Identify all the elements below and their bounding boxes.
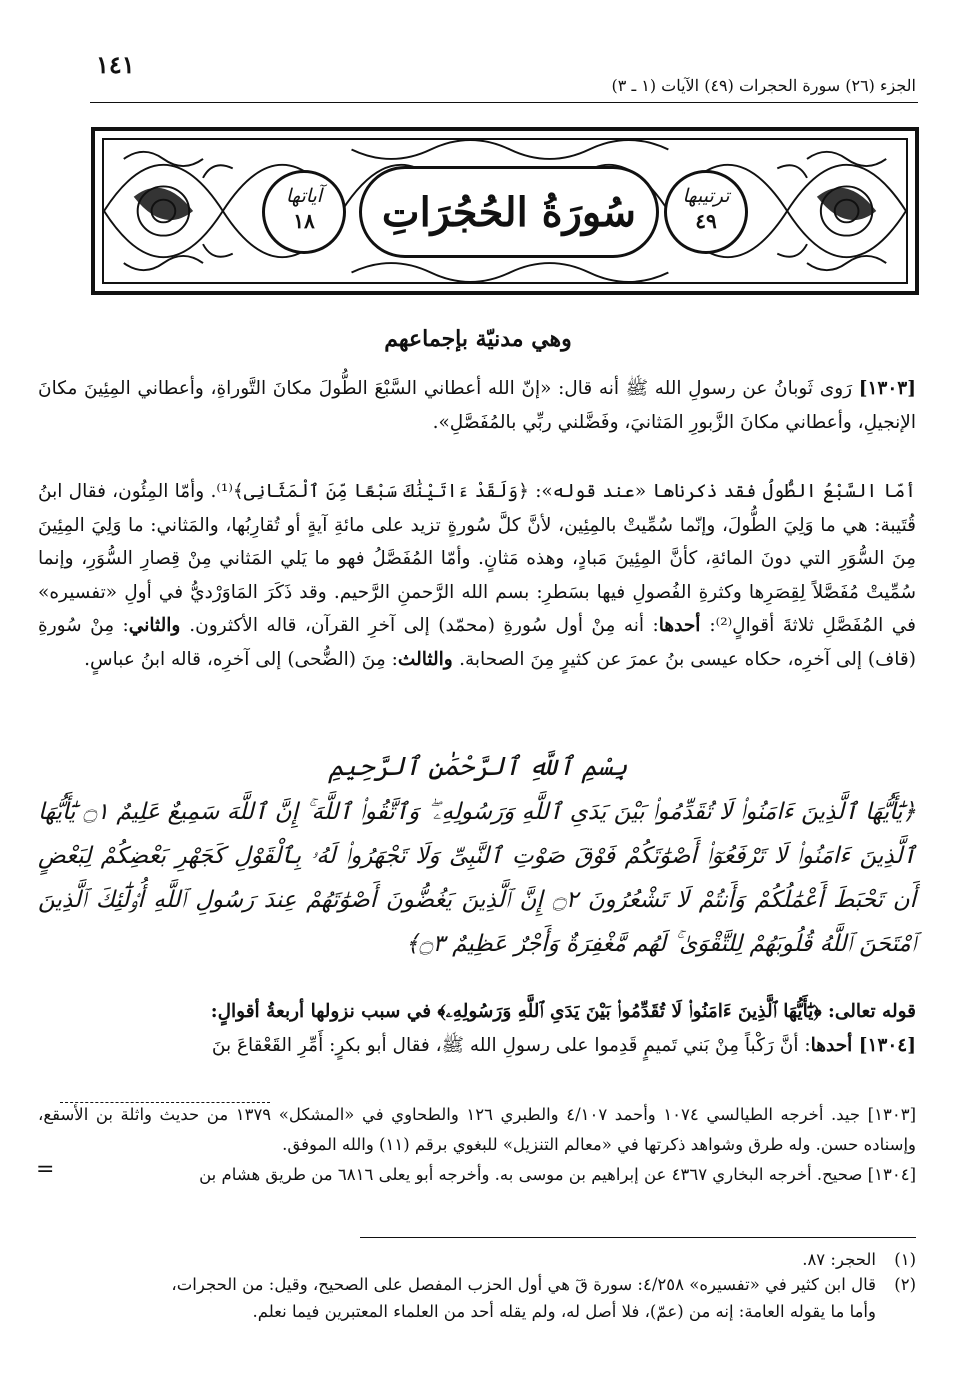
surah-title: سُورَةُ الحُجُرَاتِ [381, 189, 637, 236]
opinion-text: : أنَّ رَكْباً مِنْ بَني تَميمٍ قَدِموا على رسولِ الله ﷺ، فقال أبو بكرٍ: أَمِّرِ القَعْقاعَ بنَ [211, 1034, 811, 1056]
header-rule [90, 102, 918, 103]
footnote-2-continued [38, 1300, 916, 1324]
verse-commentary [38, 995, 916, 1062]
footnote-mark: (١) [894, 1250, 916, 1269]
order-value: ٤٩ [695, 209, 717, 233]
footnote-mark: (٢) [894, 1275, 916, 1294]
footnote-text: الحجر: ٨٧. [802, 1250, 876, 1269]
ornament-panel [102, 138, 908, 284]
footnote-text: وأما ما يقوله العامة: إنه من (عمّ)، فلا أصل له، ولم يقله أحد من العلماء المعتبرين فيما نعلم. [252, 1302, 876, 1321]
surah-title-frame [91, 127, 919, 295]
opinion-label: والثاني [128, 615, 190, 636]
footnote-1 [38, 1248, 916, 1272]
opinion-text: : أنه مِنْ أول سُورةِ (محمّد) إلى آخرِ القرآن، قاله الأكثرون. [189, 615, 659, 636]
hadith-number: [١٣٠٣] [858, 378, 916, 399]
hadith-number: [١٣٠٤] [858, 1034, 916, 1056]
commentary-intro: قوله تعالى: ﴿يَٰٓأَيُّهَا ٱلَّذِينَ ءَامَنُوا۟ لَا تُقَدِّمُوا۟ بَيْنَ يَدَىِ ٱللَّهِ وَرَسُولِهِۦ﴾ في سبب نزولها أربعةُ أقوالٍ: [210, 1001, 916, 1022]
footnote-separator [360, 1237, 916, 1238]
surah-subtitle: وهي مدنيّة بإجماعهم [384, 326, 572, 352]
paragraph-text: أمّا السَّبْعُ الطُّولُ فقد ذكرناها «عند قوله»: ﴿وَلَقَدْ ءَاتَيْنَٰكَ سَبْعًا مِّنَ ٱلْمَثَانِى﴾⁽¹⁾. وأمّا المِئُون، فقال ابنُ قُتَيبة: هي ما وَلِيَ الطُّولَ، وإنّما سُمِّيتْ بالمِئِين، لأنَّ كلَّ سُورةٍ تزيد على مائةِ آيةٍ أو تُقارِبُها، والمَثاني: ما وَلِيَ المِئِينَ مِنَ السُّوَرِ التي دونَ المائةِ، كأنَّ المِئِينَ مَبادٍ، وهذه مَثانٍ. وأمّا المُفَصَّلُ فهو ما يَلي المَثاني مِنْ قِصارِ السُّوَرِ، وإنما سُمِّيتْ مُفَصَّلاً لِقِصَرِها وكثرةِ الفُصولِ فيها بسَطرِ: بسم الله الرَّحمنِ الرَّحيم. وقد ذَكَرَ المَاوَرْديُّ في أولِ «تفسيره» في المُفَصَّلِ ثلاثةَ أقوالٍ⁽²⁾: [38, 481, 917, 636]
paragraph-text: رَوى ثَوبانُ عن رسولِ الله ﷺ أنه قال: «إنّ الله أعطاني السَّبْعَ الطُّولَ مكانَ التَّوراةِ، وأعطاني المِئِينَ مكانَ الإنجيلِ، وأعطاني مكانَ الزَّبورِ المَثانيَ، وفَضَّلني ربِّي بالمُفَصَّلِ». [38, 378, 916, 433]
quran-verses-1-3: ﴿يَٰٓأَيُّهَا ٱلَّذِينَ ءَامَنُوا۟ لَا تُقَدِّمُوا۟ بَيْنَ يَدَىِ ٱللَّهِ وَرَسُولِهِۦ ۖ وَٱتَّقُوا۟ ٱللَّهَ ۚ إِنَّ ٱللَّهَ سَمِيعٌ عَلِيمٌ ۝١ يَٰٓأَيُّهَا ٱلَّذِينَ ءَامَنُوا۟ لَا تَرْفَعُوٓا۟ أَصْوَٰتَكُمْ فَوْقَ صَوْتِ ٱلنَّبِىِّ وَلَا تَجْهَرُوا۟ لَهُۥ بِٱلْقَوْلِ كَجَهْرِ بَعْضِكُمْ لِبَعْضٍ أَن تَحْبَطَ أَعْمَٰلُكُمْ وَأَنتُمْ لَا تَشْعُرُونَ ۝٢ إِنَّ ٱلَّذِينَ يَغُضُّونَ أَصْوَٰتَهُمْ عِندَ رَسُولِ ٱللَّهِ أُو۟لَٰٓئِكَ ٱلَّذِينَ ٱمْتَحَنَ ٱللَّهُ قُلُوبَهُمْ لِلتَّقْوَىٰ ۚ لَهُم مَّغْفِرَةٌ وَأَجْرٌ عَظِيمٌ ۝٣﴾ [38, 799, 916, 957]
basmala: بِسْمِ ٱللَّهِ ٱلرَّحْمَٰنِ ٱلرَّحِيمِ [328, 752, 628, 782]
continuation-mark: = [36, 1157, 55, 1182]
footnote-2 [38, 1273, 916, 1297]
takhrij-note-1304: [١٣٠٤] صحيح. أخرجه البخاري ٤٣٦٧ عن إبراهيم بن موسى به. وأخرجه أبو يعلى ٦٨١٦ من طريق هشام بن [199, 1165, 916, 1184]
verses-label: آياتها [285, 185, 323, 207]
opinion-label: أحدها [658, 615, 710, 636]
takhrij-note-1303: [١٣٠٣] جيد. أخرجه الطيالسي ١٠٧٤ وأحمد ٤/١٠٧ والطبري ١٢٦ والطحاوي في «المشكل» ١٣٧٩ من حديث واثلة بن الأسقع، وإسناده حسن. وله طرق وشواهد ذكرتها في «معالم التنزيل» للبغوي برقم (١١) والله الموفق. [38, 1105, 916, 1154]
commentary-paragraph [38, 475, 916, 676]
page-number: ١٤١ [96, 50, 135, 79]
order-label: ترتيبها [682, 185, 730, 207]
verse-count-medallion [262, 170, 346, 254]
opinion-label: والثالث [397, 648, 460, 670]
verses-value: ١٨ [293, 209, 315, 233]
opinion-text: : مِنَ (الضُّحى) إلى آخرِه، قاله ابنُ عباسٍ. [84, 648, 398, 670]
footnote-text: قال ابن كثير في «تفسيره» ٤/٢٥٨: سورة قٓ هي أول الحزب المفصل على الصحيح، وقيل: من الحجرات، [171, 1275, 876, 1294]
surah-order-medallion [664, 170, 748, 254]
surah-title-cartouche [359, 166, 659, 258]
hadith-paragraph-1303 [38, 372, 916, 439]
opinion-text: : مِنْ سُورةِ (قاف) إلى آخرِه، حكاه عيسى بنُ عمرَ عن كثيرٍ مِنَ الصحابة. [38, 615, 916, 670]
running-head: الجزء (٢٦) سورة الحجرات (٤٩) الآيات (١ ـ ٣) [611, 76, 916, 95]
opinion-label: أحدها [810, 1034, 859, 1056]
